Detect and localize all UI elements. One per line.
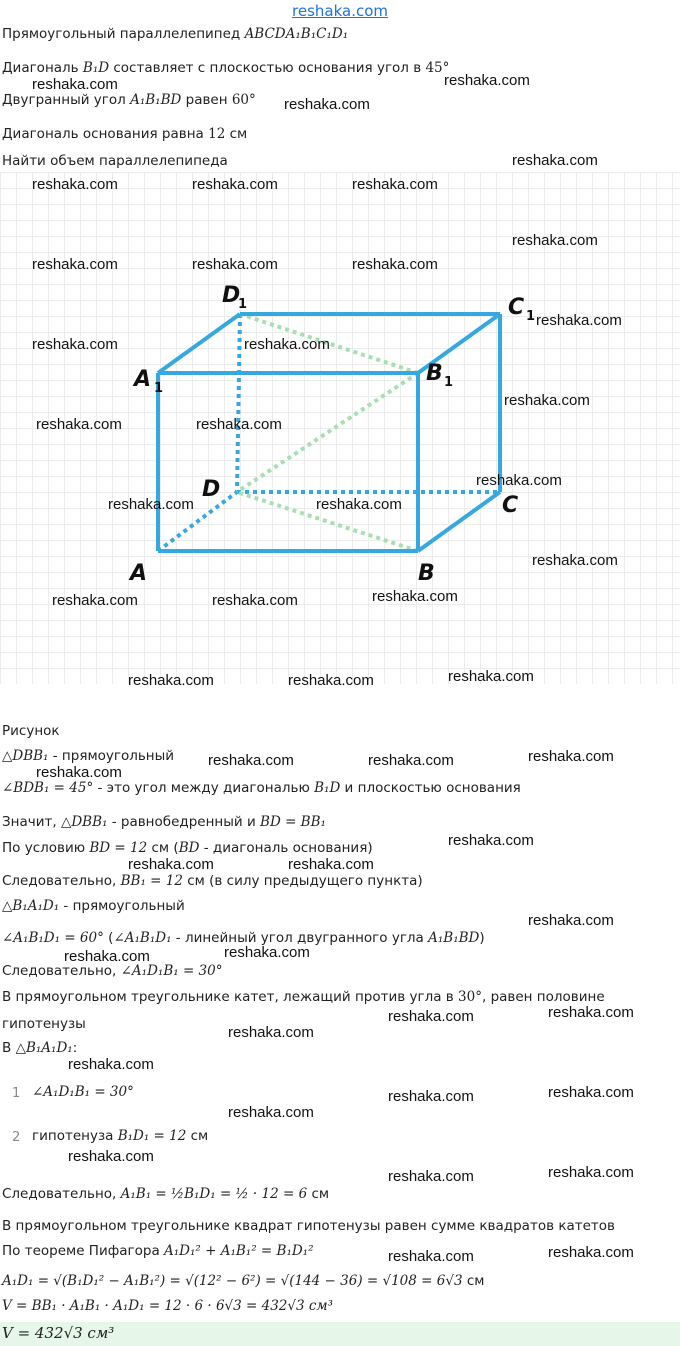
text: см (186, 1128, 209, 1144)
math: A₁B₁BD (130, 92, 182, 108)
watermark: reshaka.com (528, 912, 614, 929)
edge-DD1-hidden (237, 314, 240, 492)
math: ∠BDB₁ = 45° (2, 780, 94, 796)
label-D: D (202, 477, 221, 502)
watermark: reshaka.com (548, 1004, 634, 1021)
math: 45° (425, 60, 450, 76)
watermark: reshaka.com (32, 76, 118, 93)
solution-line (2, 963, 222, 979)
text: равен (181, 92, 232, 108)
math: BD = 12 (89, 840, 148, 856)
watermark: reshaka.com (128, 856, 214, 873)
text: см (225, 126, 248, 142)
watermark: reshaka.com (36, 764, 122, 781)
watermark: reshaka.com (368, 752, 454, 769)
watermark: reshaka.com (352, 256, 438, 273)
watermark: reshaka.com (32, 336, 118, 353)
text: - прямоугольный (59, 898, 185, 914)
answer-math: V = 432√3 см³ (2, 1324, 115, 1342)
watermark: reshaka.com (536, 312, 622, 329)
math: B₁D₁ = 12 (117, 1128, 187, 1144)
solution-line (2, 1218, 615, 1234)
math: BD (178, 840, 200, 856)
text: В прямоугольном треугольнике катет, лежащий против угла в (2, 989, 459, 1005)
math: B₁D (82, 60, 110, 76)
watermark: reshaka.com (68, 1056, 154, 1073)
watermark: reshaka.com (52, 592, 138, 609)
watermark: reshaka.com (208, 752, 294, 769)
watermark: reshaka.com (288, 856, 374, 873)
text: Следовательно, (2, 873, 121, 889)
math: A₁B₁BD (428, 930, 480, 946)
text: - равнобедренный и (107, 814, 261, 830)
watermark: reshaka.com (372, 588, 458, 605)
watermark: reshaka.com (284, 96, 370, 113)
math: △B₁A₁D₁ (15, 1040, 73, 1056)
label-A1-sub: 1 (154, 381, 164, 396)
watermark: reshaka.com (548, 1244, 634, 1261)
watermark: reshaka.com (352, 176, 438, 193)
label-A: A (130, 561, 148, 586)
watermark: reshaka.com (224, 944, 310, 961)
watermark: reshaka.com (512, 232, 598, 249)
watermark: reshaka.com (532, 552, 618, 569)
math: ∠A₁B₁D₁ = 60° (2, 930, 104, 946)
label-D1: D (222, 283, 241, 308)
watermark: reshaka.com (448, 832, 534, 849)
watermark: reshaka.com (36, 416, 122, 433)
text: см (462, 1273, 485, 1289)
text: - линейный угол двугранного угла (171, 930, 429, 946)
math: BD = BB₁ (260, 814, 326, 830)
watermark: reshaka.com (128, 672, 214, 689)
solution-line (2, 898, 185, 914)
math: △DBB₁ (2, 748, 49, 764)
text: гипотенуза (32, 1128, 118, 1144)
text: см (в силу предыдущего пункта) (182, 873, 423, 889)
text: ) (479, 930, 485, 946)
watermark: reshaka.com (192, 176, 278, 193)
math: △DBB₁ (60, 814, 108, 830)
math: △B₁A₁D₁ (2, 898, 60, 914)
edge-BC (418, 492, 500, 551)
list-item-2 (32, 1128, 208, 1144)
text: Следовательно, (2, 963, 121, 979)
text: - диагональ основания) (199, 840, 373, 856)
text: , равен половине (481, 989, 605, 1005)
watermark: reshaka.com (228, 1104, 314, 1121)
label-C1-sub: 1 (526, 309, 536, 324)
watermark: reshaka.com (64, 948, 150, 965)
text: - прямоугольный (48, 748, 175, 764)
site-link[interactable]: reshaka.com (292, 2, 388, 20)
label-B: B (418, 561, 435, 586)
solution-line (2, 1040, 77, 1056)
edge-A1D1 (158, 314, 240, 373)
text: - это угол между диагональю (93, 780, 315, 796)
math: ABCDA₁B₁C₁D₁ (244, 26, 349, 42)
solution-line (2, 748, 174, 764)
watermark: reshaka.com (32, 256, 118, 273)
math: A₁B₁ = ½B₁D₁ = ½ · 12 = 6 (120, 1186, 308, 1202)
watermark: reshaka.com (192, 256, 278, 273)
watermark: reshaka.com (32, 176, 118, 193)
text: составляет с плоскостью основания угол в (109, 60, 426, 76)
watermark: reshaka.com (388, 1088, 474, 1105)
math: BB₁ = 12 (120, 873, 183, 889)
math: 30° (458, 989, 482, 1005)
text: По условию (2, 840, 90, 856)
watermark: reshaka.com (388, 1248, 474, 1265)
watermark: reshaka.com (228, 1024, 314, 1041)
label-C1: C (508, 295, 525, 320)
watermark: reshaka.com (108, 496, 194, 513)
watermark: reshaka.com (68, 1148, 154, 1165)
label-B1-sub: 1 (444, 375, 454, 390)
text: Следовательно, (2, 1186, 121, 1202)
watermark: reshaka.com (476, 472, 562, 489)
watermark: reshaka.com (504, 392, 590, 409)
answer-line (2, 1324, 114, 1342)
text: Значит, (2, 814, 61, 830)
watermark: reshaka.com (212, 592, 298, 609)
text: и плоскостью основания (340, 780, 521, 796)
list-number-2: 2 (12, 1130, 21, 1145)
text: Найти объем параллелепипеда (2, 153, 228, 169)
math: V = BB₁ · A₁B₁ · A₁D₁ = 12 · 6 · 6√3 = 432√3 см³ (2, 1298, 334, 1314)
solution-line (2, 1298, 333, 1314)
solution-line (2, 814, 326, 830)
solution-line (2, 1273, 484, 1289)
solution-line (2, 1243, 314, 1259)
solution-line (2, 873, 423, 889)
text: : (72, 1040, 78, 1056)
solution-line (2, 1016, 86, 1032)
figure-caption: Рисунок (2, 723, 60, 739)
text: см (307, 1186, 330, 1202)
text: Диагональ основания равна (2, 126, 209, 142)
label-B1: B (426, 361, 443, 386)
solution-line (2, 989, 605, 1005)
text: В прямоугольном треугольнике квадрат гипотенузы равен сумме квадратов катетов (2, 1218, 616, 1234)
math: ∠A₁B₁D₁ (113, 930, 172, 946)
watermark: reshaka.com (528, 748, 614, 765)
watermark: reshaka.com (548, 1084, 634, 1101)
list-number-1: 1 (12, 1086, 21, 1101)
label-C: C (502, 493, 519, 518)
text: ( (103, 930, 114, 946)
watermark: reshaka.com (388, 1168, 474, 1185)
solution-line (2, 1186, 329, 1202)
text: Прямоугольный параллелепипед (2, 26, 245, 42)
text: По теореме Пифагора (2, 1243, 165, 1259)
solution-line (2, 780, 521, 796)
text: Диагональ (2, 60, 83, 76)
math: A₁D₁ = √(B₁D₁² − A₁B₁²) = √(12² − 6²) = √(144 − 36) = √108 = 6√3 (2, 1273, 463, 1289)
math: ∠A₁D₁B₁ = 30° (32, 1084, 134, 1100)
watermark: reshaka.com (244, 336, 330, 353)
label-D1-sub: 1 (238, 297, 248, 312)
watermark: reshaka.com (444, 72, 530, 89)
math: 60° (231, 92, 256, 108)
watermark: reshaka.com (196, 416, 282, 433)
math: B₁D (314, 780, 341, 796)
watermark: reshaka.com (388, 1008, 474, 1025)
text: см ( (147, 840, 179, 856)
math: 12 (208, 126, 226, 142)
text: Двугранный угол (2, 92, 131, 108)
math: ∠A₁D₁B₁ = 30° (120, 963, 223, 979)
watermark: reshaka.com (548, 1164, 634, 1181)
watermark: reshaka.com (512, 152, 598, 169)
list-item-1 (32, 1084, 134, 1100)
math: A₁D₁² + A₁B₁² = B₁D₁² (164, 1243, 314, 1259)
text: гипотенузы (2, 1016, 86, 1032)
watermark: reshaka.com (316, 496, 402, 513)
watermark: reshaka.com (448, 668, 534, 685)
solution-line (2, 840, 373, 856)
text: В (2, 1040, 16, 1056)
label-A1: A (134, 367, 152, 392)
watermark: reshaka.com (288, 672, 374, 689)
